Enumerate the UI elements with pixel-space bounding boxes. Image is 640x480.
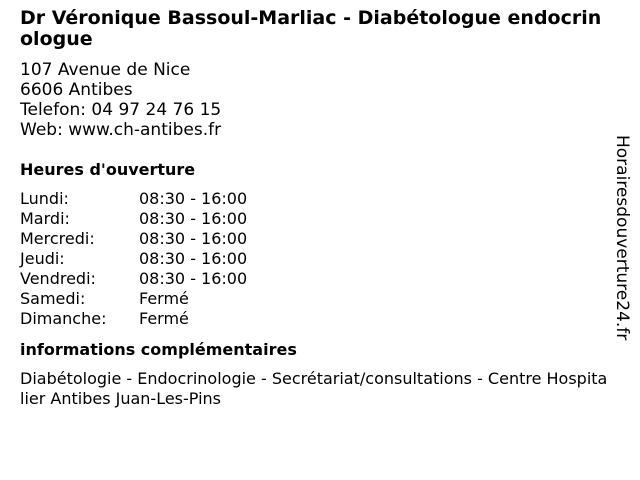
main-content xyxy=(20,8,610,409)
hours-value: 08:30 - 16:00 xyxy=(139,269,248,288)
address-block xyxy=(20,60,610,140)
hours-value: 08:30 - 16:00 xyxy=(139,189,248,208)
hours-row xyxy=(20,289,610,309)
hours-value: 08:30 - 16:00 xyxy=(139,249,248,268)
hours-row xyxy=(20,309,610,329)
info-text: Diabétologie - Endocrinologie - Secrétariat/consultations - Centre Hospitalier Antibes Juan-Les-Pins xyxy=(20,369,608,408)
day-label: Mardi: xyxy=(20,209,70,228)
page-title: Dr Véronique Bassoul-Marliac - Diabétologue endocrinologue xyxy=(20,7,602,50)
website-link[interactable]: Web: www.ch-antibes.fr xyxy=(20,120,222,140)
day-label: Samedi: xyxy=(20,289,86,308)
day-label: Vendredi: xyxy=(20,269,96,288)
hours-row xyxy=(20,209,610,229)
day-label: Mercredi: xyxy=(20,229,95,248)
day-label: Dimanche: xyxy=(20,309,107,328)
hours-row xyxy=(20,189,610,209)
info-heading: informations complémentaires xyxy=(20,340,297,359)
hours-row xyxy=(20,269,610,289)
site-watermark: Horairesdouverture24.fr xyxy=(612,135,632,341)
hours-value: Fermé xyxy=(139,289,189,308)
city: 6606 Antibes xyxy=(20,80,133,100)
day-label: Lundi: xyxy=(20,189,69,208)
street-address: 107 Avenue de Nice xyxy=(20,60,191,80)
hours-value: Fermé xyxy=(139,309,189,328)
hours-table xyxy=(20,189,610,329)
hours-value: 08:30 - 16:00 xyxy=(139,209,248,228)
hours-heading: Heures d'ouverture xyxy=(20,160,196,179)
hours-value: 08:30 - 16:00 xyxy=(139,229,248,248)
phone-number[interactable]: Telefon: 04 97 24 76 15 xyxy=(20,100,222,120)
hours-row xyxy=(20,229,610,249)
hours-row xyxy=(20,249,610,269)
day-label: Jeudi: xyxy=(20,249,65,268)
